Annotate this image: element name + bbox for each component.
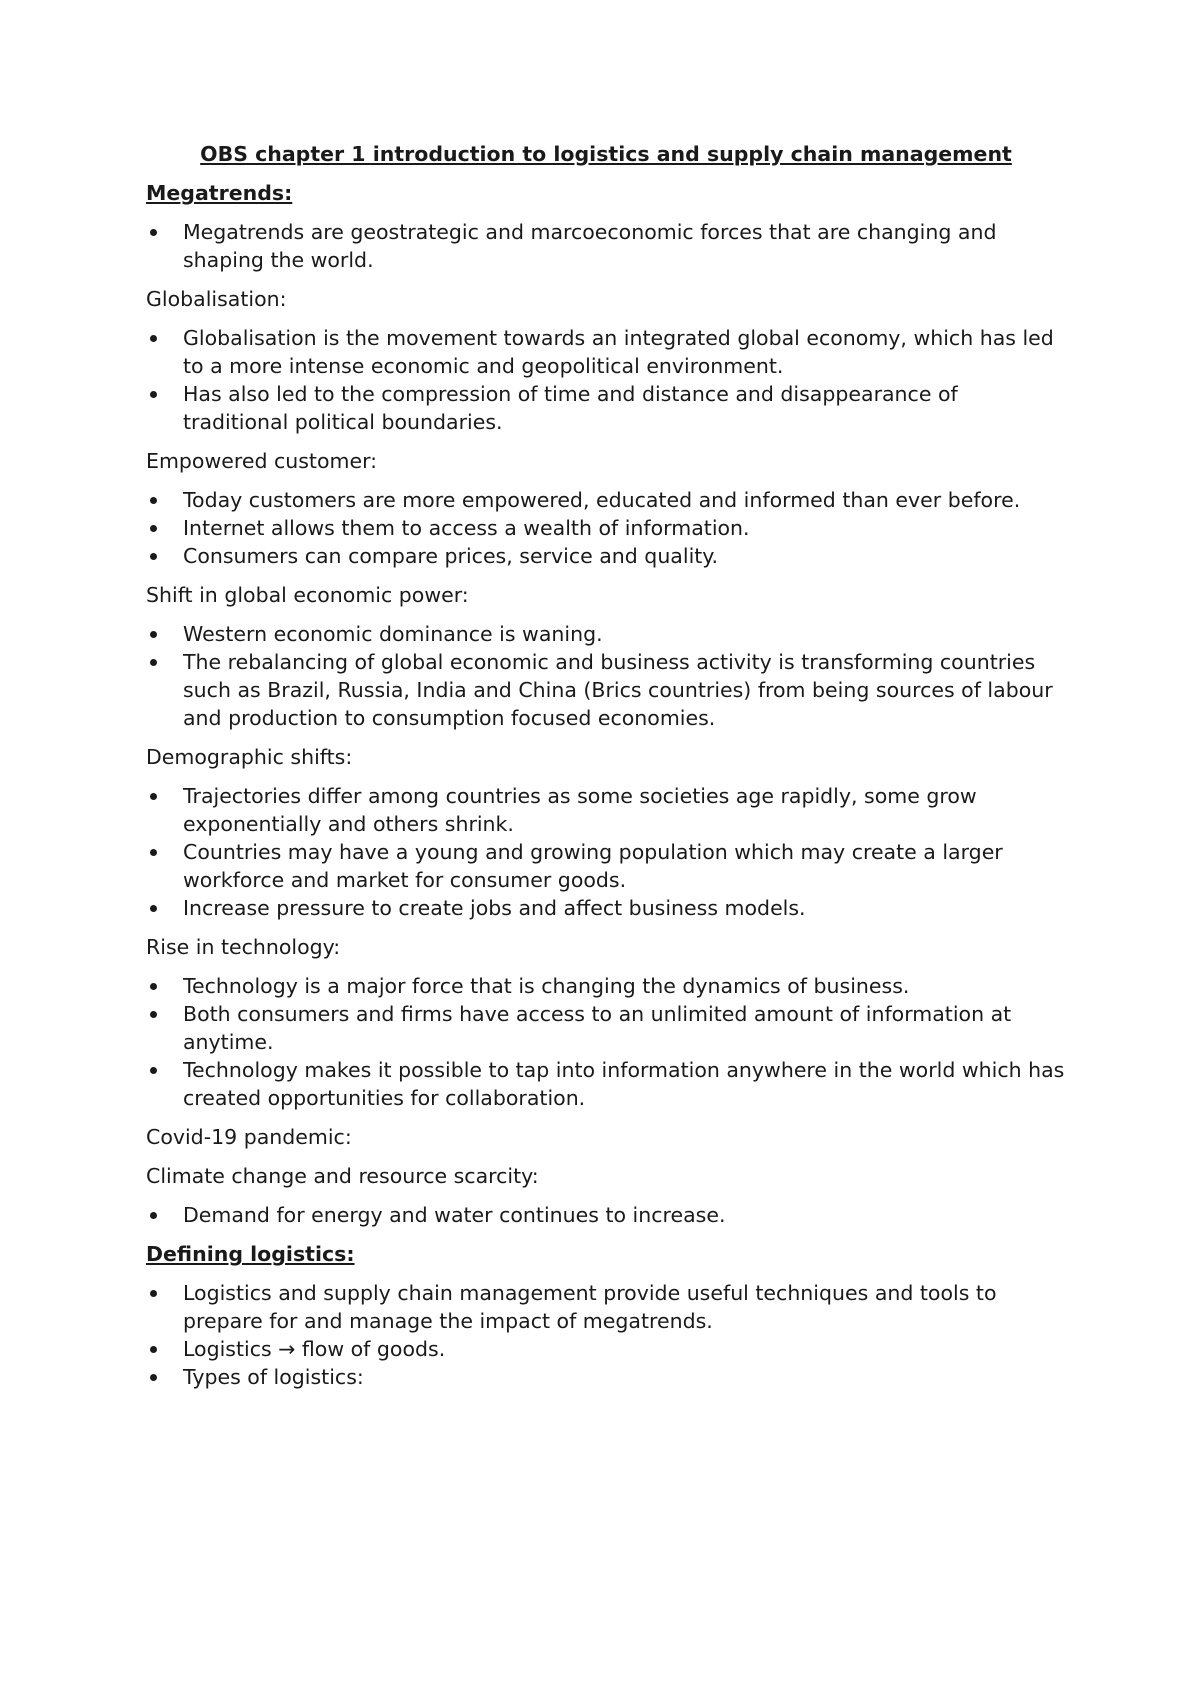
bullet-icon [150, 1290, 157, 1297]
list-item-text: Western economic dominance is waning. [183, 622, 603, 646]
list-item [146, 324, 1066, 380]
list-item-text: The rebalancing of global economic and business activity is transforming countries such as Brazil, Russia, India and China (Brics countries) from being sources of labour and production to consumption focused economies. [183, 650, 1053, 730]
list-item [146, 620, 1066, 648]
bullet-icon [150, 1011, 157, 1018]
list-item [146, 1363, 1066, 1391]
list-item-text: Trajectories differ among countries as some societies age rapidly, some grow exponentially and others shrink. [183, 784, 977, 836]
list-item-text: Types of logistics: [183, 1365, 364, 1389]
shift-power-list [146, 620, 1066, 732]
document-title: OBS chapter 1 introduction to logistics and supply chain management [200, 142, 1012, 166]
list-item [146, 1000, 1066, 1056]
empowered-customer-list [146, 486, 1066, 570]
covid-label: Covid-19 pandemic: [146, 1125, 352, 1149]
bullet-icon [150, 553, 157, 560]
demographic-label: Demographic shifts: [146, 745, 353, 769]
list-item-text: Demand for energy and water continues to increase. [183, 1203, 726, 1227]
list-item-text: Internet allows them to access a wealth of information. [183, 516, 750, 540]
bullet-icon [150, 1067, 157, 1074]
list-item [146, 1056, 1066, 1112]
list-item-text: Megatrends are geostrategic and marcoeconomic forces that are changing and shaping the world. [183, 220, 997, 272]
bullet-icon [150, 659, 157, 666]
list-item [146, 894, 1066, 922]
bullet-icon [150, 229, 157, 236]
climate-list [146, 1201, 1066, 1229]
list-item-text: Logistics → flow of goods. [183, 1337, 446, 1361]
bullet-icon [150, 793, 157, 800]
empowered-customer-label: Empowered customer: [146, 449, 378, 473]
list-item-text: Has also led to the compression of time and distance and disappearance of traditional political boundaries. [183, 382, 958, 434]
globalisation-label: Globalisation: [146, 287, 287, 311]
document-body [146, 140, 1066, 1402]
list-item-text: Both consumers and firms have access to an unlimited amount of information at anytime. [183, 1002, 1012, 1054]
list-item [146, 782, 1066, 838]
list-item [146, 648, 1066, 732]
technology-label: Rise in technology: [146, 935, 341, 959]
list-item [146, 1335, 1066, 1363]
bullet-icon [150, 497, 157, 504]
bullet-icon [150, 631, 157, 638]
list-item [146, 542, 1066, 570]
list-item-text: Today customers are more empowered, educated and informed than ever before. [183, 488, 1021, 512]
bullet-icon [150, 1346, 157, 1353]
technology-list [146, 972, 1066, 1112]
list-item-text: Globalisation is the movement towards an integrated global economy, which has led to a more intense economic and geopolitical environment. [183, 326, 1054, 378]
megatrends-heading: Megatrends: [146, 181, 293, 205]
bullet-icon [150, 1374, 157, 1381]
bullet-icon [150, 1212, 157, 1219]
list-item-text: Countries may have a young and growing population which may create a larger workforce and market for consumer goods. [183, 840, 1003, 892]
bullet-icon [150, 391, 157, 398]
list-item [146, 1279, 1066, 1335]
list-item-text: Consumers can compare prices, service and quality. [183, 544, 719, 568]
globalisation-list [146, 324, 1066, 436]
list-item [146, 486, 1066, 514]
list-item [146, 218, 1066, 274]
list-item [146, 380, 1066, 436]
list-item [146, 838, 1066, 894]
list-item [146, 972, 1066, 1000]
list-item-text: Increase pressure to create jobs and affect business models. [183, 896, 806, 920]
megatrends-list [146, 218, 1066, 274]
bullet-icon [150, 983, 157, 990]
defining-logistics-list [146, 1279, 1066, 1391]
demographic-list [146, 782, 1066, 922]
shift-power-label: Shift in global economic power: [146, 583, 469, 607]
bullet-icon [150, 905, 157, 912]
list-item-text: Technology is a major force that is changing the dynamics of business. [183, 974, 910, 998]
bullet-icon [150, 849, 157, 856]
defining-logistics-heading: Defining logistics: [146, 1242, 355, 1266]
climate-label: Climate change and resource scarcity: [146, 1164, 539, 1188]
list-item-text: Technology makes it possible to tap into information anywhere in the world which has created opportunities for collaboration. [183, 1058, 1065, 1110]
list-item-text: Logistics and supply chain management provide useful techniques and tools to prepare for and manage the impact of megatrends. [183, 1281, 997, 1333]
bullet-icon [150, 335, 157, 342]
list-item [146, 1201, 1066, 1229]
bullet-icon [150, 525, 157, 532]
list-item [146, 514, 1066, 542]
